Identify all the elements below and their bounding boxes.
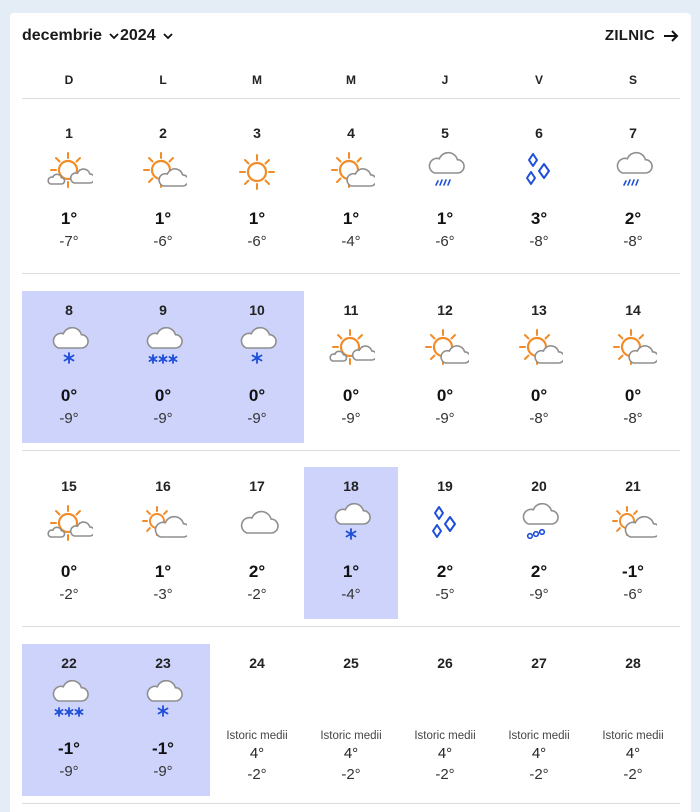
day-cell[interactable] <box>116 644 210 796</box>
temp-low: -9° <box>341 410 361 427</box>
weekday-label: D <box>64 73 74 87</box>
calendar-week <box>22 105 680 281</box>
historical-average-label: Istoric medii <box>414 730 476 742</box>
temp-low: -6° <box>623 586 643 603</box>
day-number: 17 <box>249 478 265 494</box>
weekday-label: M <box>252 73 262 87</box>
weekday-label: V <box>534 73 543 87</box>
temp-high: 0° <box>60 386 78 405</box>
sun-cloud-icon <box>421 327 469 373</box>
day-cell[interactable] <box>398 114 492 266</box>
chevron-down-icon <box>162 30 174 42</box>
year-label: 2024 <box>120 27 156 44</box>
day-number: 8 <box>65 302 73 318</box>
day-cell[interactable] <box>586 114 680 266</box>
daily-link-label: ZILNIC <box>604 27 655 44</box>
temp-low: -2° <box>247 766 267 783</box>
temp-low: -4° <box>341 233 361 250</box>
day-number: 12 <box>437 302 453 318</box>
month-select[interactable] <box>22 27 120 45</box>
temp-low: -9° <box>153 410 173 427</box>
temp-low: -8° <box>529 410 549 427</box>
day-number: 3 <box>253 125 261 141</box>
weekday-label: S <box>628 73 637 87</box>
year-select[interactable] <box>120 27 174 45</box>
weekday-header <box>22 65 680 95</box>
temp-low: -2° <box>247 586 267 603</box>
day-cell[interactable] <box>210 644 304 796</box>
temp-low: -8° <box>623 233 643 250</box>
sun-cloud-icon <box>515 327 563 373</box>
day-cell[interactable] <box>22 467 116 619</box>
day-cell[interactable] <box>210 291 304 443</box>
day-number: 11 <box>343 302 359 318</box>
day-cell[interactable] <box>398 467 492 619</box>
temp-high: 1° <box>342 562 360 581</box>
day-number: 10 <box>249 302 265 318</box>
day-number: 1 <box>65 125 73 141</box>
cloud-heavy-snow-icon <box>139 327 187 373</box>
temp-low: -2° <box>435 766 455 783</box>
temp-high: 2° <box>624 209 642 228</box>
day-cell[interactable] <box>116 467 210 619</box>
temp-high: -1° <box>58 739 80 758</box>
day-number: 15 <box>61 478 77 494</box>
historical-average-label: Istoric medii <box>320 730 382 742</box>
cloud-icon <box>233 503 281 549</box>
weekday-label: L <box>159 73 167 87</box>
day-cell[interactable] <box>586 291 680 443</box>
day-cell[interactable] <box>492 467 586 619</box>
historical-average-label: Istoric medii <box>602 730 664 742</box>
historical-average-label: Istoric medii <box>508 730 570 742</box>
temp-high: 0° <box>154 386 172 405</box>
day-cell[interactable] <box>304 644 398 796</box>
temp-low: -5° <box>435 586 455 603</box>
temp-high: 3° <box>530 209 548 228</box>
temp-low: -2° <box>59 586 79 603</box>
day-cell[interactable] <box>492 114 586 266</box>
cloud-heavy-snow-icon <box>45 680 93 726</box>
calendar-week <box>22 635 680 811</box>
temp-low: -9° <box>435 410 455 427</box>
day-cell[interactable] <box>586 644 680 796</box>
temp-low: -6° <box>153 233 173 250</box>
day-cell[interactable] <box>210 467 304 619</box>
day-number: 22 <box>61 655 77 671</box>
temp-low: -2° <box>529 766 549 783</box>
temp-high: 4° <box>625 745 641 762</box>
day-number: 14 <box>625 302 641 318</box>
temp-high: 1° <box>342 209 360 228</box>
temp-high: 0° <box>530 386 548 405</box>
day-cell[interactable] <box>398 644 492 796</box>
cloud-rain-dots-icon <box>515 503 563 549</box>
temp-high: 4° <box>343 745 359 762</box>
day-number: 28 <box>625 655 641 671</box>
temp-low: -3° <box>153 586 173 603</box>
cloud-sleet-icon <box>609 150 657 196</box>
temp-low: -2° <box>623 766 643 783</box>
sun-cloud-small-icon <box>327 327 375 373</box>
day-number: 4 <box>347 125 355 141</box>
day-cell[interactable] <box>492 644 586 796</box>
temp-low: -2° <box>341 766 361 783</box>
calendar-card <box>10 13 691 812</box>
temp-low: -9° <box>59 410 79 427</box>
temp-low: -8° <box>623 410 643 427</box>
temp-high: 0° <box>624 386 642 405</box>
temp-high: -1° <box>622 562 644 581</box>
temp-low: -9° <box>153 763 173 780</box>
sun-cloud-big-icon <box>609 503 657 549</box>
calendar-week <box>22 282 680 458</box>
day-number: 6 <box>535 125 543 141</box>
day-cell[interactable] <box>116 291 210 443</box>
temp-low: -6° <box>247 233 267 250</box>
sun-cloud-icon <box>609 327 657 373</box>
temp-high: 1° <box>60 209 78 228</box>
temp-high: 0° <box>342 386 360 405</box>
day-number: 24 <box>249 655 265 671</box>
temp-high: 1° <box>248 209 266 228</box>
temp-low: -4° <box>341 586 361 603</box>
temp-high: 4° <box>249 745 265 762</box>
temp-high: -1° <box>152 739 174 758</box>
day-number: 18 <box>343 478 359 494</box>
cloud-snow-icon <box>45 327 93 373</box>
temp-low: -8° <box>529 233 549 250</box>
arrow-right-icon <box>663 29 679 43</box>
daily-view-link[interactable] <box>605 27 679 44</box>
day-number: 25 <box>343 655 359 671</box>
day-number: 5 <box>441 125 449 141</box>
sun-cloud-icon <box>327 150 375 196</box>
drops-icon <box>515 150 563 196</box>
day-number: 26 <box>437 655 453 671</box>
calendar-week <box>22 458 680 634</box>
temp-high: 0° <box>60 562 78 581</box>
day-cell[interactable] <box>586 467 680 619</box>
chevron-down-icon <box>108 30 120 42</box>
month-label: decembrie <box>22 27 103 44</box>
cloud-sleet-icon <box>421 150 469 196</box>
drops-icon <box>421 503 469 549</box>
day-number: 7 <box>629 125 637 141</box>
cloud-snow-icon <box>139 680 187 726</box>
temp-high: 4° <box>531 745 547 762</box>
temp-high: 2° <box>530 562 548 581</box>
day-number: 13 <box>531 302 547 318</box>
day-number: 20 <box>531 478 547 494</box>
day-number: 9 <box>159 302 167 318</box>
cloud-snow-icon <box>327 503 375 549</box>
temp-high: 1° <box>154 209 172 228</box>
day-cell[interactable] <box>304 467 398 619</box>
day-cell[interactable] <box>22 291 116 443</box>
temp-high: 1° <box>154 562 172 581</box>
temp-low: -9° <box>529 586 549 603</box>
calendar-header <box>10 13 691 59</box>
weekday-label: M <box>346 73 356 87</box>
weekday-label: J <box>441 73 449 87</box>
temp-low: -9° <box>59 763 79 780</box>
temp-high: 2° <box>436 562 454 581</box>
cloud-snow-icon <box>233 327 281 373</box>
day-cell[interactable] <box>304 114 398 266</box>
day-cell[interactable] <box>116 114 210 266</box>
day-number: 16 <box>155 478 171 494</box>
day-cell[interactable] <box>304 291 398 443</box>
day-number: 2 <box>159 125 167 141</box>
sun-cloud-small-icon <box>45 503 93 549</box>
day-number: 19 <box>437 478 453 494</box>
temp-low: -6° <box>435 233 455 250</box>
sun-cloud-small-icon <box>45 150 93 196</box>
temp-high: 0° <box>248 386 266 405</box>
temp-low: -9° <box>247 410 267 427</box>
day-cell[interactable] <box>492 291 586 443</box>
day-number: 21 <box>625 478 641 494</box>
sun-cloud-big-icon <box>139 503 187 549</box>
historical-average-label: Istoric medii <box>226 730 288 742</box>
day-cell[interactable] <box>22 114 116 266</box>
temp-high: 1° <box>436 209 454 228</box>
temp-high: 4° <box>437 745 453 762</box>
row-divider <box>22 98 680 99</box>
day-cell[interactable] <box>210 114 304 266</box>
day-cell[interactable] <box>398 291 492 443</box>
sun-cloud-icon <box>139 150 187 196</box>
day-cell[interactable] <box>22 644 116 796</box>
sun-icon <box>233 150 281 196</box>
day-number: 27 <box>531 655 547 671</box>
temp-high: 0° <box>436 386 454 405</box>
temp-high: 2° <box>248 562 266 581</box>
day-number: 23 <box>155 655 171 671</box>
temp-low: -7° <box>59 233 79 250</box>
